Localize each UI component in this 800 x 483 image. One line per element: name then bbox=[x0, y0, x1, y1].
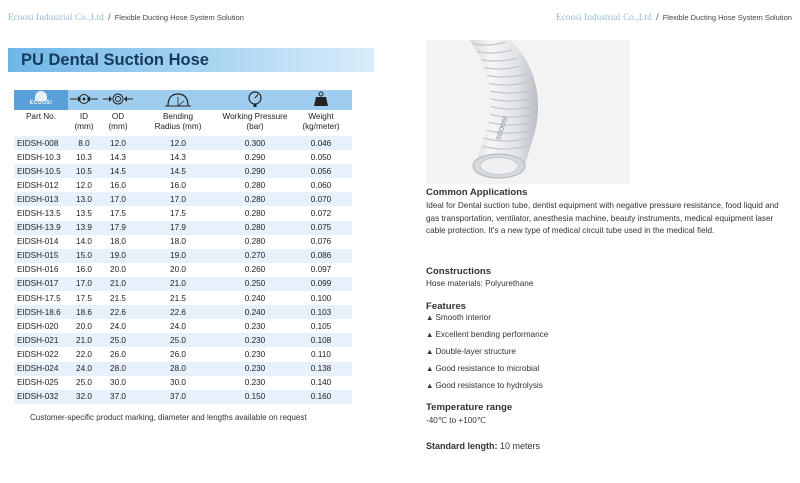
table-cell: 14.0 bbox=[68, 235, 100, 249]
table-cell: 17.5 bbox=[136, 206, 220, 220]
temperature-text: -40℃ to +100℃ bbox=[426, 416, 487, 425]
table-row bbox=[14, 150, 352, 164]
table-cell: 0.290 bbox=[220, 150, 290, 164]
table-cell: 14.5 bbox=[136, 164, 220, 178]
table-cell: 16.0 bbox=[68, 263, 100, 277]
standard-length-value: 10 meters bbox=[500, 441, 541, 451]
page-header-left bbox=[8, 12, 244, 22]
spec-table bbox=[14, 90, 352, 404]
feature-item: ▲ Double-layer structure bbox=[426, 347, 516, 356]
table-cell: 0.230 bbox=[220, 347, 290, 361]
table-cell: 0.138 bbox=[290, 362, 352, 376]
product-photo bbox=[426, 40, 630, 184]
table-cell: 0.150 bbox=[220, 390, 290, 404]
table-cell: 16.0 bbox=[100, 178, 136, 192]
table-cell: 18.0 bbox=[100, 235, 136, 249]
triangle-bullet-icon: ▲ bbox=[426, 330, 434, 339]
table-cell: 13.0 bbox=[68, 192, 100, 206]
title-bar bbox=[8, 48, 374, 72]
table-row bbox=[14, 291, 352, 305]
table-cell: 0.230 bbox=[220, 319, 290, 333]
feature-item: ▲ Good resistance to hydrolysis bbox=[426, 381, 543, 390]
table-cell: 0.099 bbox=[290, 277, 352, 291]
table-cell: 19.0 bbox=[136, 249, 220, 263]
table-cell: 0.250 bbox=[220, 277, 290, 291]
table-cell: 0.280 bbox=[220, 221, 290, 235]
table-cell: 37.0 bbox=[100, 390, 136, 404]
standard-length-label: Standard length: bbox=[426, 441, 498, 451]
table-cell: 21.5 bbox=[100, 291, 136, 305]
table-cell: 10.5 bbox=[68, 164, 100, 178]
table-cell: EIDSH-021 bbox=[14, 333, 68, 347]
col-header-id: ID (mm) bbox=[68, 110, 100, 136]
table-cell: 0.075 bbox=[290, 221, 352, 235]
table-cell: 28.0 bbox=[136, 362, 220, 376]
table-row bbox=[14, 263, 352, 277]
applications-text: Ideal for Dental suction tube, dentist equipment with negative pressure resistance, food liquid and gas transportation, ventilator, anesthesia machine, beauty instruments, medical equipment laser cable protection. It's a new type of medical circuit tube used in the medical field. bbox=[426, 201, 779, 236]
header-separator: / bbox=[656, 12, 659, 22]
table-cell: 13.5 bbox=[68, 206, 100, 220]
table-cell: EIDSH-025 bbox=[14, 376, 68, 390]
table-cell: 21.0 bbox=[136, 277, 220, 291]
table-cell: 0.103 bbox=[290, 305, 352, 319]
table-cell: 20.0 bbox=[136, 263, 220, 277]
table-cell: 0.056 bbox=[290, 164, 352, 178]
weight-icon bbox=[290, 90, 352, 110]
table-row bbox=[14, 390, 352, 404]
standard-length bbox=[426, 441, 794, 451]
table-cell: 20.0 bbox=[68, 319, 100, 333]
table-cell: 24.0 bbox=[136, 319, 220, 333]
table-cell: EIDSH-10.5 bbox=[14, 164, 68, 178]
table-cell: 0.110 bbox=[290, 347, 352, 361]
brand-logo-cell bbox=[14, 90, 68, 110]
table-cell: 21.0 bbox=[68, 333, 100, 347]
table-cell: 32.0 bbox=[68, 390, 100, 404]
pressure-gauge-icon bbox=[220, 90, 290, 110]
table-cell: 25.0 bbox=[100, 333, 136, 347]
table-cell: 0.240 bbox=[220, 291, 290, 305]
table-cell: EIDSH-13.9 bbox=[14, 221, 68, 235]
table-cell: 17.0 bbox=[68, 277, 100, 291]
table-cell: 37.0 bbox=[136, 390, 220, 404]
table-cell: 0.300 bbox=[220, 136, 290, 150]
table-cell: 26.0 bbox=[100, 347, 136, 361]
table-cell: 0.046 bbox=[290, 136, 352, 150]
table-cell: 22.6 bbox=[100, 305, 136, 319]
table-row bbox=[14, 221, 352, 235]
hose-print: ECOOSI bbox=[496, 116, 510, 141]
table-cell: 24.0 bbox=[68, 362, 100, 376]
table-cell: EIDSH-014 bbox=[14, 235, 68, 249]
col-header-bending-radius: Bending Radius (mm) bbox=[136, 110, 220, 136]
table-cell: 15.0 bbox=[68, 249, 100, 263]
table-cell: 13.9 bbox=[68, 221, 100, 235]
table-cell: EIDSH-17.5 bbox=[14, 291, 68, 305]
table-cell: EIDSH-013 bbox=[14, 192, 68, 206]
temperature-title: Temperature range bbox=[426, 402, 513, 413]
table-cell: 17.9 bbox=[136, 221, 220, 235]
col-header-od: OD (mm) bbox=[100, 110, 136, 136]
table-cell: 12.0 bbox=[136, 136, 220, 150]
table-cell: 16.0 bbox=[136, 178, 220, 192]
table-cell: 20.0 bbox=[100, 263, 136, 277]
constructions-title: Constructions bbox=[426, 266, 492, 277]
table-cell: 0.290 bbox=[220, 164, 290, 178]
features-title: Features bbox=[426, 301, 466, 312]
feature-item: ▲ Excellent bending performance bbox=[426, 330, 549, 339]
table-cell: 0.270 bbox=[220, 249, 290, 263]
table-cell: EIDSH-016 bbox=[14, 263, 68, 277]
triangle-bullet-icon: ▲ bbox=[426, 347, 434, 356]
table-cell: 0.100 bbox=[290, 291, 352, 305]
table-cell: EIDSH-015 bbox=[14, 249, 68, 263]
table-row bbox=[14, 305, 352, 319]
table-cell: EIDSH-008 bbox=[14, 136, 68, 150]
table-cell: 25.0 bbox=[136, 333, 220, 347]
table-row bbox=[14, 164, 352, 178]
table-row bbox=[14, 376, 352, 390]
table-row bbox=[14, 249, 352, 263]
table-cell: 30.0 bbox=[100, 376, 136, 390]
id-icon bbox=[68, 90, 100, 110]
company-name: Ecoosi Industrial Co.,Ltd bbox=[556, 12, 652, 22]
table-cell: 0.260 bbox=[220, 263, 290, 277]
table-cell: 0.060 bbox=[290, 178, 352, 192]
table-cell: 14.3 bbox=[136, 150, 220, 164]
table-row bbox=[14, 136, 352, 150]
table-cell: 0.280 bbox=[220, 206, 290, 220]
table-cell: EIDSH-18.6 bbox=[14, 305, 68, 319]
constructions-text: Hose materials: Polyurethane bbox=[426, 279, 534, 288]
table-cell: 30.0 bbox=[136, 376, 220, 390]
table-cell: 0.097 bbox=[290, 263, 352, 277]
col-header-working-pressure: Working Pressure (bar) bbox=[220, 110, 290, 136]
customization-note: Customer-specific product marking, diameter and lengths available on request bbox=[30, 413, 307, 422]
table-cell: 25.0 bbox=[68, 376, 100, 390]
table-row bbox=[14, 277, 352, 291]
table-cell: 17.9 bbox=[100, 221, 136, 235]
triangle-bullet-icon: ▲ bbox=[426, 364, 434, 373]
table-row bbox=[14, 347, 352, 361]
table-cell: 0.076 bbox=[290, 235, 352, 249]
table-cell: 26.0 bbox=[136, 347, 220, 361]
table-cell: 0.240 bbox=[220, 305, 290, 319]
table-cell: 0.280 bbox=[220, 235, 290, 249]
table-cell: EIDSH-032 bbox=[14, 390, 68, 404]
table-cell: 18.0 bbox=[136, 235, 220, 249]
table-cell: EIDSH-012 bbox=[14, 178, 68, 192]
table-cell: 21.0 bbox=[100, 277, 136, 291]
table-cell: 17.0 bbox=[100, 192, 136, 206]
table-cell: 14.3 bbox=[100, 150, 136, 164]
applications-title: Common Applications bbox=[426, 187, 528, 198]
table-row bbox=[14, 362, 352, 376]
table-cell: 0.050 bbox=[290, 150, 352, 164]
page-header-right bbox=[556, 12, 792, 22]
brand-logo: ECOOSI bbox=[24, 91, 58, 107]
table-cell: 0.086 bbox=[290, 249, 352, 263]
table-cell: 17.5 bbox=[100, 206, 136, 220]
table-cell: 0.108 bbox=[290, 333, 352, 347]
table-cell: EIDSH-020 bbox=[14, 319, 68, 333]
table-cell: 8.0 bbox=[68, 136, 100, 150]
table-cell: 19.0 bbox=[100, 249, 136, 263]
col-header-part-no: Part No. bbox=[14, 110, 68, 136]
page-title: PU Dental Suction Hose bbox=[21, 51, 209, 69]
table-cell: 0.072 bbox=[290, 206, 352, 220]
feature-item: ▲ Smooth interior bbox=[426, 313, 491, 322]
table-cell: 14.5 bbox=[100, 164, 136, 178]
table-cell: EIDSH-10.3 bbox=[14, 150, 68, 164]
table-cell: 28.0 bbox=[100, 362, 136, 376]
table-cell: 0.230 bbox=[220, 362, 290, 376]
triangle-bullet-icon: ▲ bbox=[426, 313, 434, 322]
table-row bbox=[14, 319, 352, 333]
table-cell: 0.280 bbox=[220, 192, 290, 206]
table-header-row bbox=[14, 110, 352, 136]
table-row bbox=[14, 192, 352, 206]
table-cell: EIDSH-017 bbox=[14, 277, 68, 291]
table-cell: 24.0 bbox=[100, 319, 136, 333]
table-cell: 0.230 bbox=[220, 376, 290, 390]
table-cell: 17.5 bbox=[68, 291, 100, 305]
triangle-bullet-icon: ▲ bbox=[426, 381, 434, 390]
header-separator: / bbox=[108, 12, 111, 22]
table-cell: EIDSH-024 bbox=[14, 362, 68, 376]
table-cell: 17.0 bbox=[136, 192, 220, 206]
table-row bbox=[14, 333, 352, 347]
icon-row bbox=[14, 90, 352, 110]
header-tagline: Flexible Ducting Hose System Solution bbox=[114, 13, 244, 22]
table-cell: 0.105 bbox=[290, 319, 352, 333]
table-cell: EIDSH-13.5 bbox=[14, 206, 68, 220]
table-cell: 0.280 bbox=[220, 178, 290, 192]
col-header-weight: Weight (kg/meter) bbox=[290, 110, 352, 136]
table-cell: 0.140 bbox=[290, 376, 352, 390]
table-cell: 12.0 bbox=[100, 136, 136, 150]
table-row bbox=[14, 206, 352, 220]
feature-item: ▲ Good resistance to microbial bbox=[426, 364, 540, 373]
table-cell: 22.0 bbox=[68, 347, 100, 361]
table-cell: 0.230 bbox=[220, 333, 290, 347]
table-cell: 12.0 bbox=[68, 178, 100, 192]
table-cell: 0.070 bbox=[290, 192, 352, 206]
table-cell: 18.6 bbox=[68, 305, 100, 319]
company-name: Ecoosi Industrial Co.,Ltd bbox=[8, 12, 104, 22]
header-tagline: Flexible Ducting Hose System Solution bbox=[662, 13, 792, 22]
table-cell: 22.6 bbox=[136, 305, 220, 319]
table-cell: EIDSH-022 bbox=[14, 347, 68, 361]
od-icon bbox=[100, 90, 136, 110]
bending-radius-icon bbox=[136, 90, 220, 110]
table-row bbox=[14, 235, 352, 249]
features-list bbox=[426, 313, 794, 398]
table-cell: 10.3 bbox=[68, 150, 100, 164]
table-row bbox=[14, 178, 352, 192]
table-cell: 21.5 bbox=[136, 291, 220, 305]
table-cell: 0.160 bbox=[290, 390, 352, 404]
